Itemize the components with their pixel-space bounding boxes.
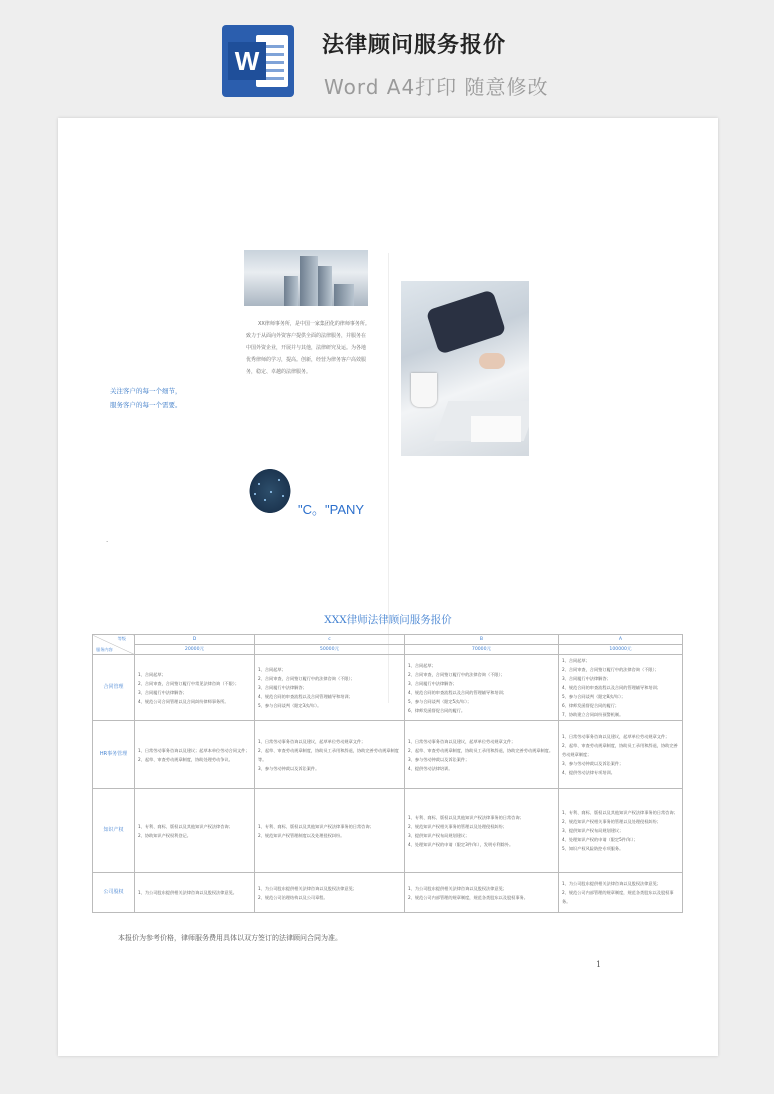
cell-line: 3、合同履行中法律解答；	[562, 676, 611, 681]
table-row	[93, 655, 683, 721]
document-subtitle: Word A4打印 随意修改	[324, 75, 549, 99]
service-cell	[559, 873, 683, 913]
level-header: B	[405, 635, 559, 645]
preview-header	[0, 0, 774, 112]
cell-line: 6、律师发函督促合同的履行；	[562, 703, 620, 708]
document-page	[58, 118, 718, 1056]
cell-line: 7、协助建立合同纠纷预警机制。	[562, 712, 624, 717]
cell-line: 2、起草、审查劳动规章制度，协助处理劳动争议。	[138, 756, 233, 762]
table-row	[93, 721, 683, 789]
cell-line: 1、合同起草；	[138, 671, 166, 677]
slogan-line-2: 服务客户的每一个需要。	[110, 401, 182, 409]
cell-line: 4、规范合同的审查流程以及合同的管理辅导和培训；	[408, 689, 507, 695]
price-table	[92, 634, 683, 913]
cell-line: 5、知识产权风险防控专项服务。	[562, 846, 624, 851]
cell-line: 4、规范合同的审查流程以及合同的管理辅导和培训；	[562, 685, 661, 690]
building-photo	[244, 250, 368, 306]
service-cell	[405, 789, 559, 873]
cell-line: 2、规范知识产权相关事务的管理以及处理侵权纠纷；	[562, 819, 661, 824]
cell-line: 1、合同起草；	[258, 667, 286, 672]
cell-line: 2、起草、审查劳动规章制度，协助员工录用和辞退，协助完善劳动规章制度。	[408, 747, 554, 753]
cell-line: 2、规范公司内部管理的规章制度，规范各类股东以及股权事务。	[408, 894, 528, 900]
service-cell	[135, 789, 255, 873]
service-cell	[405, 721, 559, 789]
service-cell	[255, 789, 405, 873]
cell-line: 2、起草、审查劳动规章制度，协助员工录用和辞退，协助完善劳动规章制度；	[562, 743, 678, 757]
service-cell	[135, 721, 255, 789]
cell-line: 3、提供知识产权布局规划建议；	[562, 828, 624, 833]
cell-line: 4、处理知识产权的申请（限定5件/年）；	[562, 837, 638, 842]
category-cell: 公司股权	[93, 873, 135, 913]
cell-line: 2、起草、审查劳动规章制度，协助员工录用和辞退，协助完善劳动规章制度等。	[258, 747, 399, 762]
cell-line: 2、合同审查，合同签订履行中的法律咨询（不限）；	[408, 671, 505, 677]
service-cell	[559, 655, 683, 721]
cell-line: 4、规范公司合同管理以及合同纠纷律师事务所。	[138, 698, 229, 704]
cell-line: 1、专利、商标、版权以及其他知识产权法律事务的日常咨询；	[408, 814, 524, 820]
cell-line: 1、专利、商标、版权以及其他知识产权法律事务的日常咨询；	[258, 823, 374, 829]
cell-line: 4、提供劳动法律专项培训。	[562, 770, 615, 775]
china-map-image	[244, 463, 296, 519]
service-cell	[559, 721, 683, 789]
cell-line: 3、合同履行中法律解答；	[408, 680, 457, 686]
cell-line: 5、参与合同谈判（限定8次/年）；	[562, 694, 626, 699]
level-header: A	[559, 635, 683, 645]
service-cell	[255, 655, 405, 721]
document-title: 法律顾问服务报价	[322, 33, 507, 58]
cell-line: 2、合同审查，合同签订履行中常见法律咨询（不限）；	[138, 680, 240, 686]
cell-line: 3、参与劳动仲裁以及诉讼案件。	[258, 765, 320, 771]
cell-line: 5、参与合同谈判（限定3次/年）。	[258, 703, 322, 708]
cell-line: 2、规范知识产权相关事务的管理以及处理侵权纠纷；	[408, 823, 507, 829]
price-header: 50000元	[255, 645, 405, 655]
cell-line: 3、提供知识产权布局规划建议；	[408, 832, 470, 838]
service-cell	[405, 655, 559, 721]
dot-mark: ·	[106, 538, 109, 546]
footer-note: 本报价为参考价格，律师服务费用具体以双方签订的法律顾问合同为准。	[118, 934, 342, 942]
cell-line: 2、规范知识产权管理制度以及处理侵权纠纷。	[258, 832, 345, 838]
cell-line: 1、合同起草；	[408, 662, 436, 668]
cell-line: 1、日常劳动事务咨询以及建议；起草本单位劳动合同文件；	[138, 747, 250, 753]
corner-service-label: 服务内容	[96, 647, 113, 652]
cell-line: 5、参与合同谈判（限定5次/年）；	[408, 698, 472, 704]
cell-line: 1、日常劳动事务咨询以及建议，起草单位劳动规章文件；	[562, 734, 670, 739]
page-number: 1	[596, 960, 602, 969]
price-header: 70000元	[405, 645, 559, 655]
table-row	[93, 873, 683, 913]
slogan-line-1: 关注客户的每一个细节，	[110, 387, 182, 395]
price-header: 100000元	[559, 645, 683, 655]
level-header: D	[135, 635, 255, 645]
category-cell: 知识产权	[93, 789, 135, 873]
cell-line: 3、合同履行中法律解答；	[258, 685, 307, 690]
cell-line: 2、规范公司治理结构以及公司章程。	[258, 894, 328, 900]
cell-line: 4、规范合同的审查流程以及合同管理辅导和培训；	[258, 694, 353, 699]
service-cell: 1、为公司股东提供相关法律咨询以及股权法律意见。	[135, 873, 255, 913]
category-cell: 合同管理	[93, 655, 135, 721]
cell-line: 2、规范公司内部管理的规章制度，规范各类股东以及股权事务。	[562, 890, 674, 904]
word-letter: W	[228, 42, 266, 80]
cell-line: 1、专利、商标、版权以及其他知识产权法律咨询；	[138, 823, 233, 829]
cell-line: 1、专利、商标、版权以及其他知识产权法律事务的日常咨询；	[562, 810, 678, 815]
service-cell	[255, 873, 405, 913]
cell-line: 1、合同起草；	[562, 658, 590, 663]
service-cell	[405, 873, 559, 913]
category-cell: HR事务管理	[93, 721, 135, 789]
firm-intro-text: XX律师事务所，是中国一家集团化的律师事务所。致力于从面向外资客户提供全面的法律服务，并服务在中国外资企业，开展并与其他，法律研究及运。为各地优秀律师的学习，提高。创新，经营为律务客户高效服务，稳定、卓越的法律服务。	[246, 321, 370, 375]
company-wordmark: "C。"PANY	[298, 502, 365, 517]
table-corner-cell	[93, 635, 135, 655]
cell-line: 2、合同审查，合同签订履行中的法律咨询（不限）；	[562, 667, 659, 672]
cell-line: 6、律师发函督促合同的履行。	[408, 707, 466, 713]
word-document-icon	[222, 25, 294, 97]
cell-line: 1、为公司股东提供相关法律咨询以及股权法律意见；	[408, 885, 507, 891]
price-header: 20000元	[135, 645, 255, 655]
cell-line: 3、参与劳动仲裁以及诉讼案件；	[408, 756, 470, 762]
cell-line: 4、提供劳动法律培训。	[408, 765, 453, 771]
office-handshake-photo	[401, 281, 529, 456]
service-cell	[559, 789, 683, 873]
corner-level-label: 等级	[117, 636, 126, 641]
cell-line: 3、参与劳动仲裁以及诉讼案件；	[562, 761, 624, 766]
cell-line: 3、合同履行中法律解答；	[138, 689, 187, 695]
service-cell	[255, 721, 405, 789]
cell-line: 2、协助知识产权权利登记。	[138, 832, 191, 838]
slogan	[110, 384, 220, 412]
cell-line: 4、处理知识产权的申请（限定3件/年），发明专利除外。	[408, 841, 514, 847]
service-cell	[135, 655, 255, 721]
cell-line: 1、日常劳动事务咨询以及建议，起草单位劳动规章文件；	[408, 738, 516, 744]
cell-line: 1、为公司股东提供相关法律咨询以及股权法律意见；	[562, 881, 661, 886]
cell-line: 2、合同审查，合同签订履行中的法律咨询（不限）；	[258, 676, 355, 681]
cell-line: 1、日常劳动事务咨询以及建议，起草单位劳动规章文件；	[258, 738, 366, 744]
price-table-title: XXX律师法律顾问服务报价	[324, 614, 452, 626]
cell-line: 1、为公司股东提供相关法律咨询以及股权法律意见；	[258, 885, 357, 891]
table-row	[93, 789, 683, 873]
level-header: c	[255, 635, 405, 645]
